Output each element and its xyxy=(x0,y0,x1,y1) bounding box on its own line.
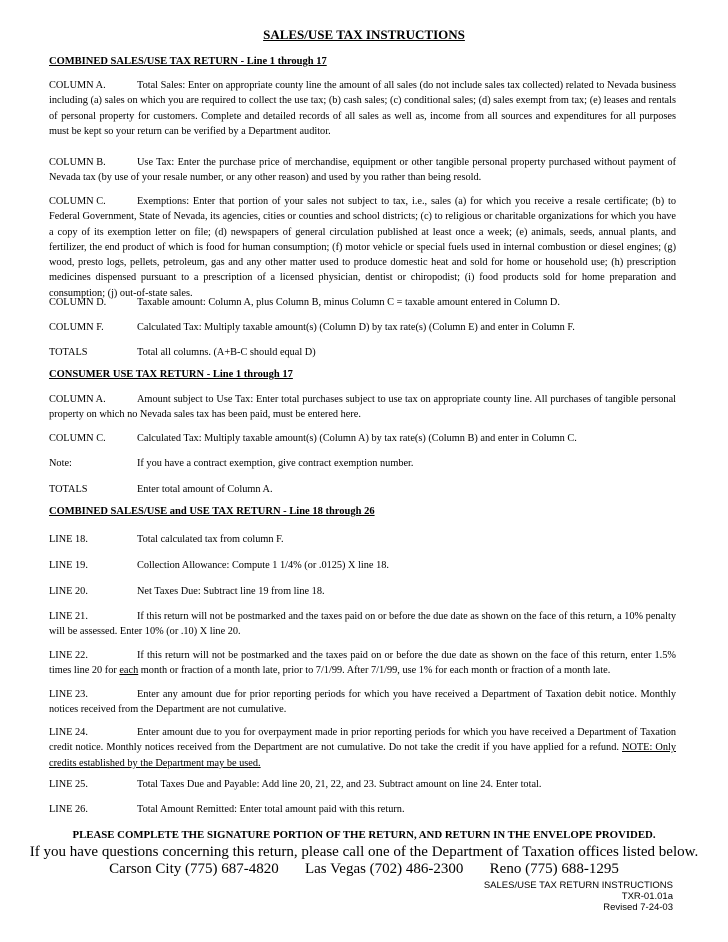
combined-totals xyxy=(49,345,676,360)
combined-column-b-text: Use Tax: Enter the purchase price of merchandise, equipment or other tangible personal property purchased without payment of Nevada tax (by use of your resale number, or any other reason) and used by you rather than being resold. xyxy=(49,157,676,184)
line-25-label: LINE 25. xyxy=(49,779,88,790)
form-revision: Revised 7-24-03 xyxy=(603,902,673,913)
combined-totals-label: TOTALS xyxy=(49,347,88,358)
line-20-label: LINE 20. xyxy=(49,586,88,597)
combined-column-c-label: COLUMN C. xyxy=(49,196,106,207)
form-title: SALES/USE TAX RETURN INSTRUCTIONS xyxy=(483,880,673,891)
consumer-note-label: Note: xyxy=(49,458,72,469)
line-18 xyxy=(49,532,676,547)
consumer-totals xyxy=(49,482,676,497)
line-23-label: LINE 23. xyxy=(49,689,88,700)
section-heading-combined: COMBINED SALES/USE TAX RETURN - Line 1 through 17 xyxy=(49,56,327,67)
form-number: TXR-01.01a xyxy=(621,891,673,902)
line-18-label: LINE 18. xyxy=(49,534,88,545)
combined-column-c-text: Exemptions: Enter that portion of your sales not subject to tax, i.e., sales (a) for which you receive a resale certificate; (b) to Federal Government, State of Nevada, its agencies, cities or counties and school districts; (c) to religious or charitable organizations for which you have a copy of its exemption letter on file; (d) newspapers of general circulation published at least once a week; (e) animals, seeds, annual plants, and fertilizer, the end product of which is food for human consumption; (f) motor vehicle or special fuels used in internal combustion or diesel engines; (g) wood, presto logs, pellets, petroleum, gas and any other matter used to produce domestic heat and sold for home or household use; (h) prescription medicines dispensed pursuant to a prescription of a licensed physician, dentist or chiropodist; (i) food products sold for home preparation and consumption; (j) out-of-state sales. xyxy=(49,196,676,299)
line-24-note: NOTE: Only credits established by the Department may be used. xyxy=(49,742,676,769)
combined-column-f xyxy=(49,320,676,335)
line-26-text: Total Amount Remitted: Enter total amount paid with this return. xyxy=(137,804,405,815)
signature-instruction: PLEASE COMPLETE THE SIGNATURE PORTION OF THE RETURN, AND RETURN IN THE ENVELOPE PROVIDED. xyxy=(72,829,656,841)
line-22-text-b: month or fraction of a month late, prior to 7/1/99. After 7/1/99, use 1% for each month or fraction of a month late. xyxy=(138,665,611,677)
line-25-text: Total Taxes Due and Payable: Add line 20, 21, 22, and 23. Subtract amount on line 24. Enter total. xyxy=(137,779,542,790)
consumer-column-a-label: COLUMN A. xyxy=(49,394,106,405)
line-22-text-a: If this return will not be postmarked and the taxes paid on or before the due date as shown on the face of this return, enter 1.5% times line 20 for xyxy=(49,650,676,677)
line-18-text: Total calculated tax from column F. xyxy=(137,534,284,545)
line-21-text: If this return will not be postmarked and the taxes paid on or before the due date as shown on the face of this return, a 10% penalty will be assessed. Enter 10% (or .10) X line 20. xyxy=(49,611,676,638)
line-20 xyxy=(49,584,676,599)
line-21-label: LINE 21. xyxy=(49,611,88,622)
combined-column-d-label: COLUMN D. xyxy=(49,297,107,308)
line-24-text-a: Enter amount due to you for overpayment made in prior reporting periods for which you have received a Department of Taxation credit notice. Monthly notices received from the Department are not cumulative. Do not take the credit if you have applied for a refund. xyxy=(49,727,676,754)
combined-column-f-text: Calculated Tax: Multiply taxable amount(s) (Column D) by tax rate(s) (Column E) and enter in Column F. xyxy=(137,322,575,333)
line-21 xyxy=(49,609,676,640)
combined-column-c xyxy=(49,194,676,301)
consumer-note xyxy=(49,456,676,471)
combined-column-a xyxy=(49,78,676,139)
line-22-emphasis: each xyxy=(119,665,139,677)
consumer-column-c-label: COLUMN C. xyxy=(49,433,106,444)
combined-column-a-text: Total Sales: Enter on appropriate county line the amount of all sales (do not include sales tax collected) related to Nevada business including (a) sales on which you are required to collect the use tax; (b) cash sales; (c) conditional sales; (d) sales exempt from tax; (e) leases and rentals of personal property for customers. Complete and detailed records of all sales as well as, income from all sources and expenditures for all purposes must be kept so your return can be verified by a Department auditor. xyxy=(49,80,676,137)
section-heading-lines: COMBINED SALES/USE and USE TAX RETURN - Line 18 through 26 xyxy=(49,506,375,517)
line-23-text: Enter any amount due for prior reporting periods for which you have received a Department of Taxation debit notice. Monthly notices received from the Department are not cumulative. xyxy=(49,689,676,716)
questions-text: If you have questions concerning this return, please call one of the Department of Taxation offices listed below. xyxy=(29,844,699,860)
combined-column-b xyxy=(49,155,676,186)
line-23 xyxy=(49,687,676,718)
consumer-column-a-text: Amount subject to Use Tax: Enter total purchases subject to use tax on appropriate county line. All purchases of tangible personal property on which no Nevada sales tax has been paid, must be entered here. xyxy=(49,394,676,421)
consumer-note-text: If you have a contract exemption, give contract exemption number. xyxy=(137,458,414,469)
combined-column-d-text: Taxable amount: Column A, plus Column B, minus Column C = taxable amount entered in Column D. xyxy=(137,297,560,308)
consumer-column-c xyxy=(49,431,676,446)
consumer-column-a xyxy=(49,392,676,423)
line-19-label: LINE 19. xyxy=(49,560,88,571)
consumer-column-c-text: Calculated Tax: Multiply taxable amount(s) (Column A) by tax rate(s) (Column B) and enter in Column C. xyxy=(137,433,577,444)
page-title: SALES/USE TAX INSTRUCTIONS xyxy=(263,27,465,42)
line-24 xyxy=(49,725,676,771)
line-19-text: Collection Allowance: Compute 1 1/4% (or .0125) X line 18. xyxy=(137,560,389,571)
line-25 xyxy=(49,777,676,792)
combined-totals-text: Total all columns. (A+B-C should equal D) xyxy=(137,347,316,358)
combined-column-f-label: COLUMN F. xyxy=(49,322,104,333)
line-22-label: LINE 22. xyxy=(49,650,88,661)
line-26 xyxy=(49,802,676,817)
line-20-text: Net Taxes Due: Subtract line 19 from line 18. xyxy=(137,586,325,597)
consumer-totals-label: TOTALS xyxy=(49,484,88,495)
combined-column-d xyxy=(49,295,676,310)
line-22 xyxy=(49,648,676,679)
line-19 xyxy=(49,558,676,573)
section-heading-consumer: CONSUMER USE TAX RETURN - Line 1 through 17 xyxy=(49,369,293,380)
consumer-totals-text: Enter total amount of Column A. xyxy=(137,484,273,495)
office-phone-numbers: Carson City (775) 687-4820 Las Vegas (702) 486-2300 Reno (775) 688-1295 xyxy=(109,861,619,877)
combined-column-a-label: COLUMN A. xyxy=(49,80,106,91)
line-24-label: LINE 24. xyxy=(49,727,88,738)
combined-column-b-label: COLUMN B. xyxy=(49,157,106,168)
line-26-label: LINE 26. xyxy=(49,804,88,815)
